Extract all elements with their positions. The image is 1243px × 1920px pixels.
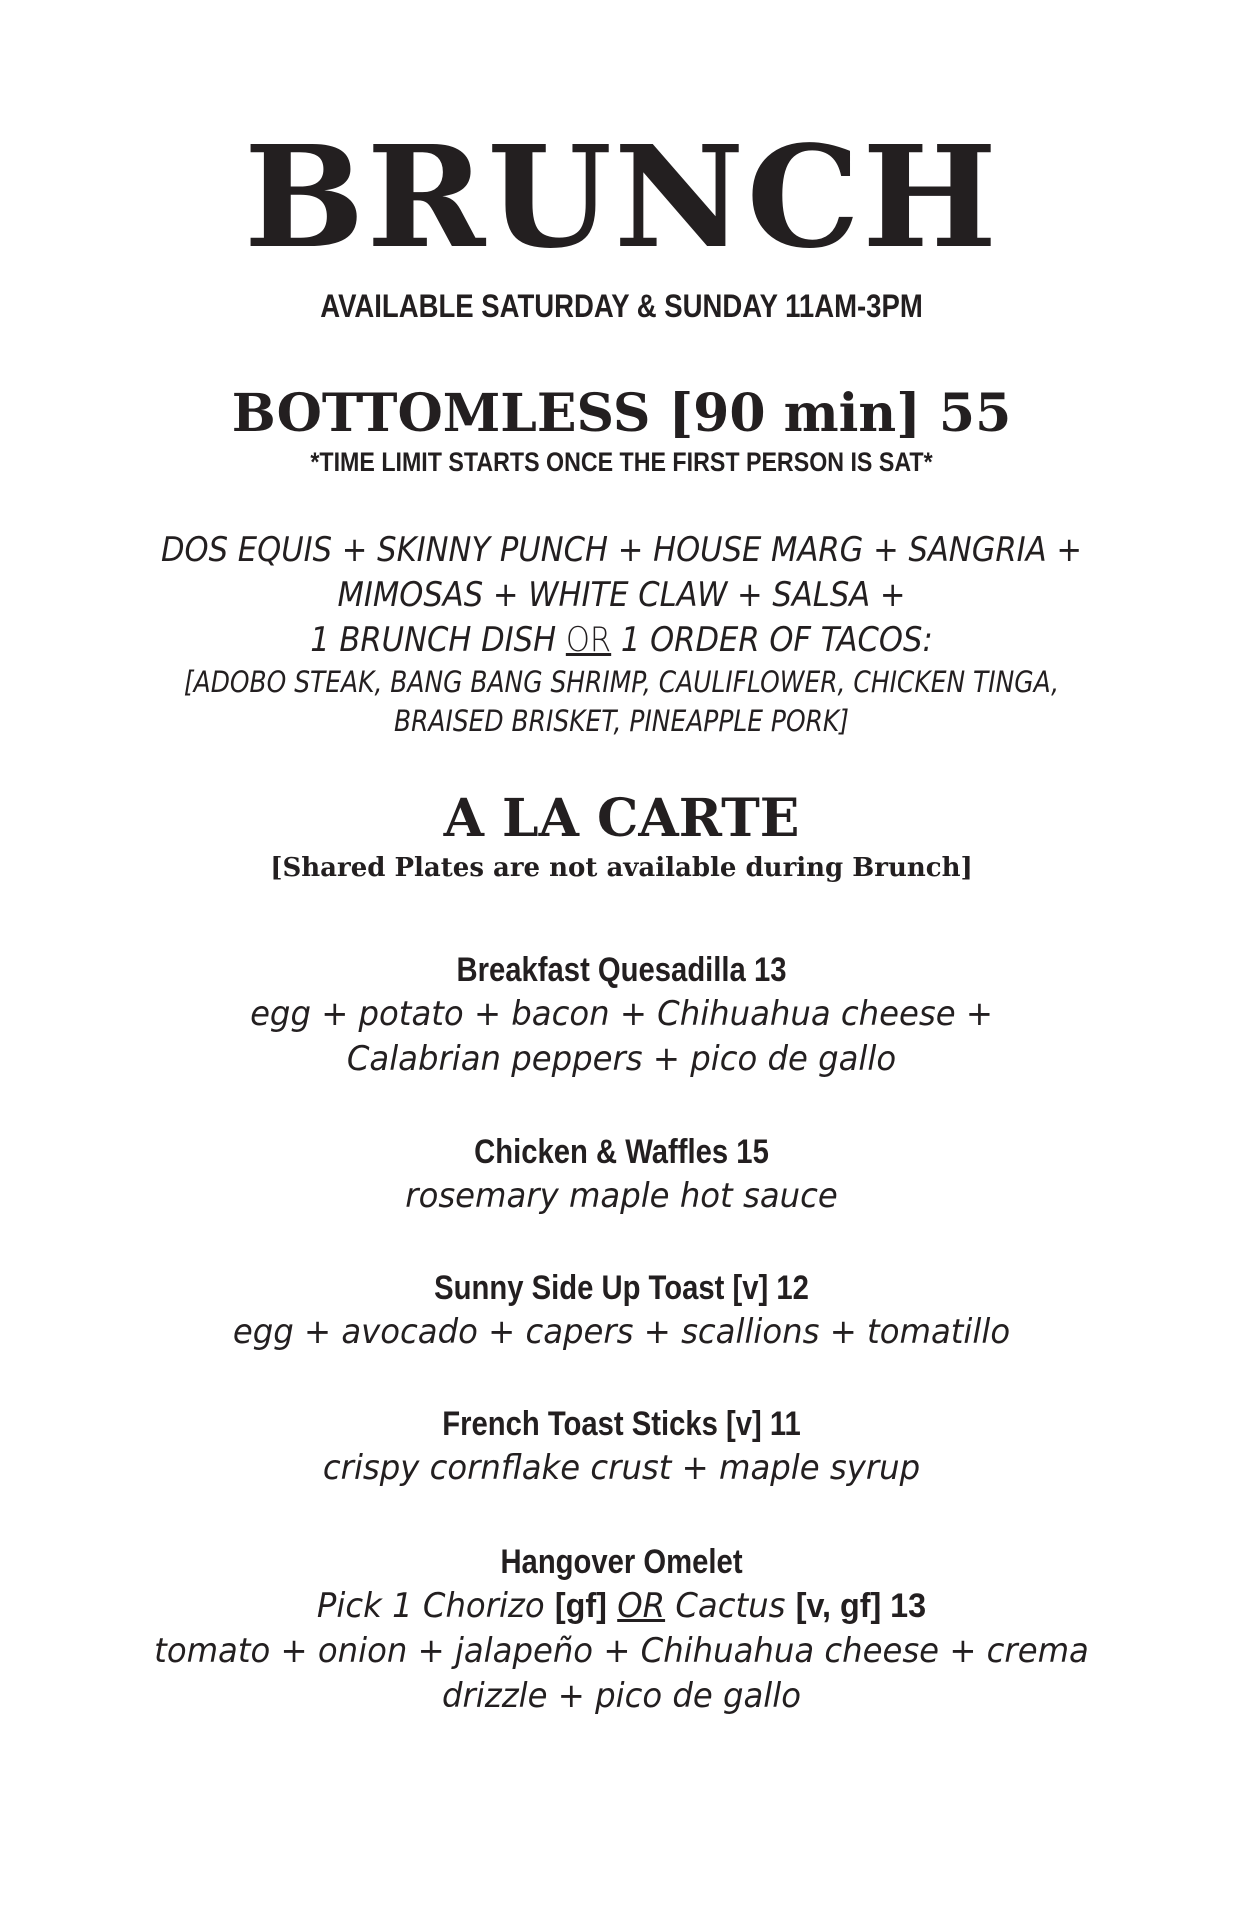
menu-item-description: rosemary maple hot sauce: [405, 1176, 838, 1216]
menu-item-name: Sunny Side Up Toast [v] 12: [434, 1269, 809, 1307]
menu-item-name: Hangover Omelet: [500, 1543, 743, 1581]
menu-item-name: Breakfast Quesadilla 13: [456, 951, 787, 989]
or-text: OR: [565, 620, 612, 660]
bottomless-line: MIMOSAS + WHITE CLAW + SALSA +: [337, 575, 906, 615]
taco-options-line: BRAISED BRISKET, PINEAPPLE PORK]: [393, 704, 850, 738]
bottomless-line: DOS EQUIS + SKINNY PUNCH + HOUSE MARG + SANGRIA +: [160, 530, 1083, 570]
taco-options-line: [ADOBO STEAK, BANG BANG SHRIMP, CAULIFLOWER, CHICKEN TINGA,: [183, 665, 1060, 699]
menu-item-description: drizzle + pico de gallo: [441, 1676, 802, 1716]
menu-item-name: French Toast Sticks [v] 11: [442, 1405, 801, 1443]
menu-item-options: [31, 1584, 1212, 1629]
menu-item: [0, 1402, 1243, 1491]
bottomless-line-part: 1 ORDER OF TACOS:: [611, 620, 933, 660]
bottomless-heading: BOTTOMLESS [90 min] 55: [231, 383, 1012, 444]
menu-item-name: Chicken & Waffles 15: [474, 1133, 769, 1171]
or-text: OR: [617, 1586, 666, 1626]
menu-item: [0, 1266, 1243, 1355]
menu-item: [0, 948, 1243, 1082]
option-text: Pick 1 Chorizo: [316, 1586, 555, 1626]
bottomless-time-note: *TIME LIMIT STARTS ONCE THE FIRST PERSON IS SAT*: [310, 447, 933, 477]
menu-item-description: tomato + onion + jalapeño + Chihuahua cheese + crema: [154, 1631, 1089, 1671]
bottomless-description: [0, 528, 1243, 741]
menu-item-description: egg + avocado + capers + scallions + tomatillo: [232, 1312, 1011, 1352]
bottomless-line-part: 1 BRUNCH DISH: [310, 620, 566, 660]
menu-item-description: egg + potato + bacon + Chihuahua cheese +: [250, 994, 993, 1034]
dietary-tag: [v, gf] 13: [795, 1587, 927, 1625]
menu-item-description: Calabrian peppers + pico de gallo: [346, 1039, 897, 1079]
menu-item: [0, 1130, 1243, 1219]
bottomless-line: [62, 618, 1181, 663]
dietary-tag: [gf]: [554, 1587, 607, 1625]
option-text: Cactus: [665, 1586, 796, 1626]
page-title: BRUNCH: [243, 116, 1000, 280]
availability-text: AVAILABLE SATURDAY & SUNDAY 11AM-3PM: [320, 288, 923, 324]
menu-item: [0, 1540, 1243, 1719]
a-la-carte-heading: A LA CARTE: [443, 788, 800, 849]
menu-item-description: crispy cornflake crust + maple syrup: [322, 1448, 921, 1488]
a-la-carte-note: [Shared Plates are not available during Brunch]: [270, 853, 973, 883]
